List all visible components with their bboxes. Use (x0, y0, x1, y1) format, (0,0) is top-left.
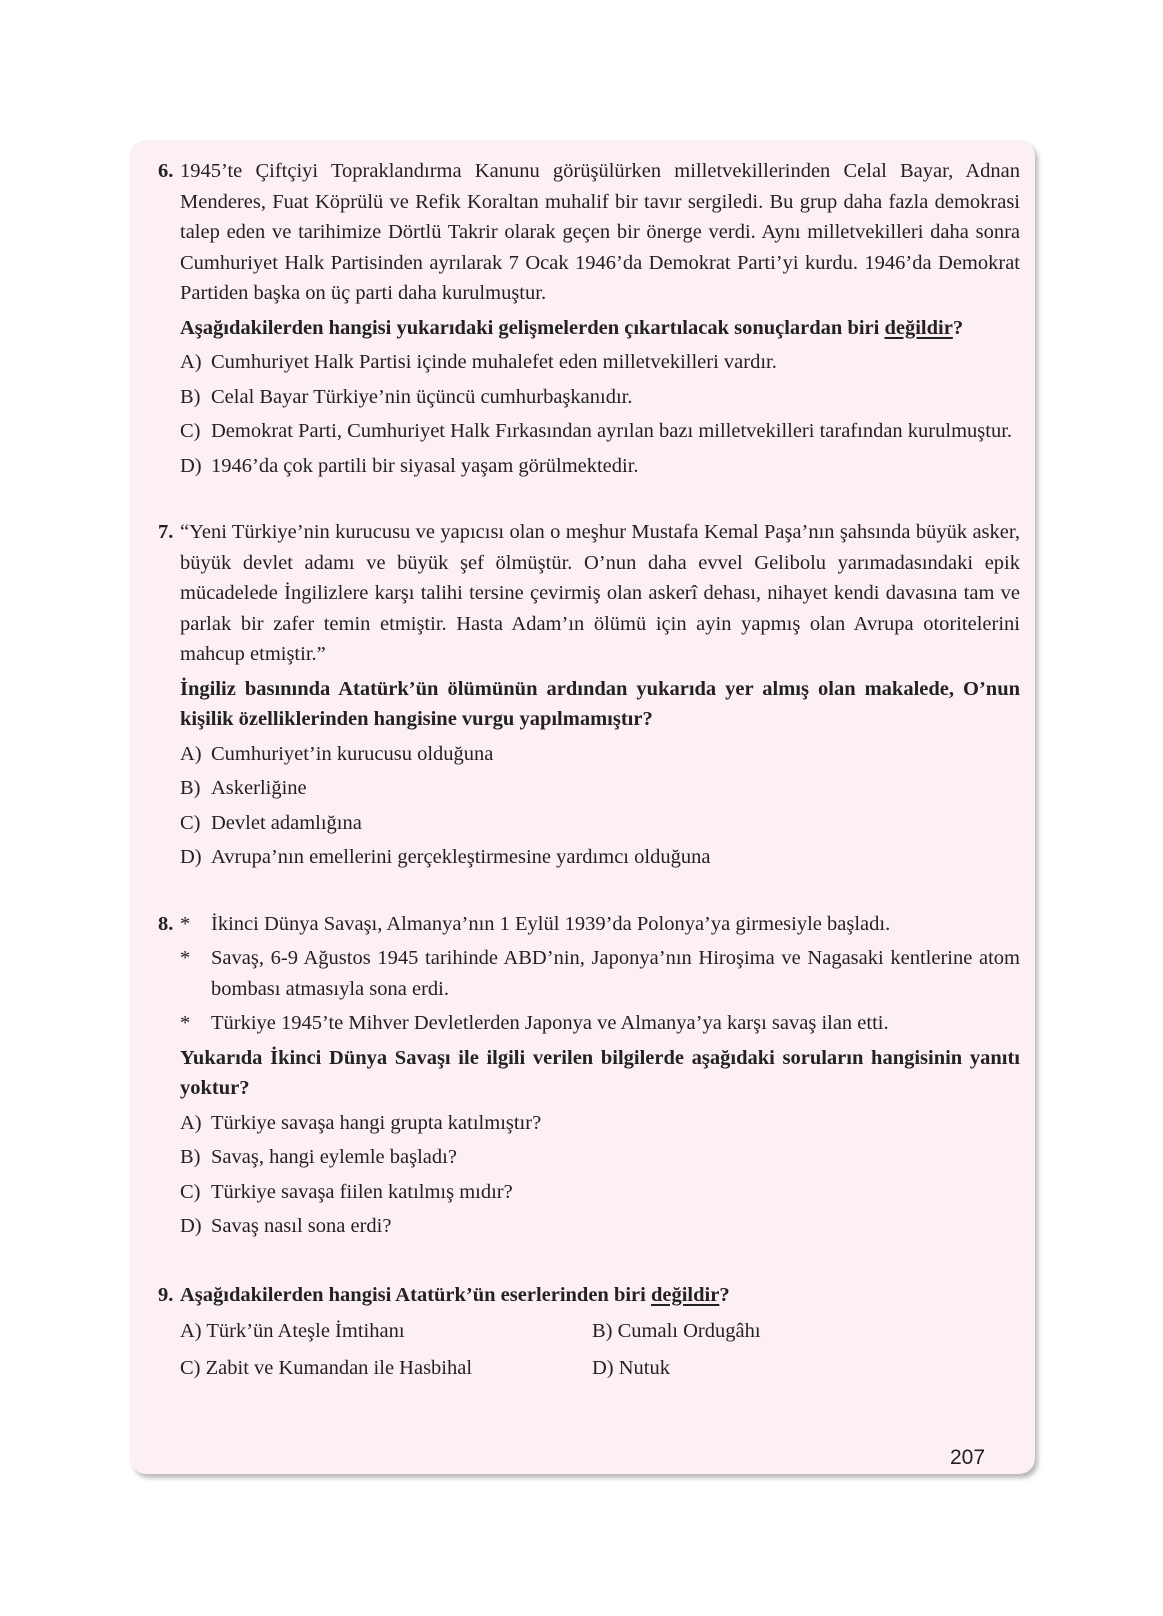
question-stem: 1945’te Çiftçiyi Topraklandırma Kanunu görüşülürken milletvekillerinden Celal Bayar, Adnan Menderes, Fuat Köprülü ve Refik Koraltan muhalif bir tavır sergiledi. Bu grup daha fazla demokrasi talep eden ve tarihimize Dörtlü Takrir olarak geçen bir önerge verdi. Aynı milletvekilleri daha sonra Cumhuriyet Halk Partisinden ayrılarak 7 Ocak 1946’da Demokrat Parti’yi kurdu. 1946’da Demokrat Partiden başka on üç parti daha kurulmuştur. (180, 160, 1020, 304)
option-text: Savaş nasıl sona erdi? (211, 1215, 392, 1237)
option-letter: A) (180, 351, 202, 373)
question-number: 7. (158, 521, 174, 543)
option-text: Devlet adamlığına (211, 811, 362, 834)
option-letter: C) (180, 811, 201, 834)
option-text: 1946’da çok partili bir siyasal yaşam görülmektedir. (211, 454, 639, 477)
option-a[interactable] (180, 347, 1020, 378)
question-stem: “Yeni Türkiye’nin kurucusu ve yapıcısı olan o meşhur Mustafa Kemal Paşa’nın şahsında büyük asker, büyük devlet adamı ve büyük şef ölmüştür. O’nun daha evvel Gelibolu yarımadasındaki epik mücadelede İngilizlere karşı talihi tersine çevirmiş olan askerî dehası, nihayet kendi davasına tam ve parlak bir zafer temin etmiştir. Hasta Adam’ın ölümü için ayin yapmış olan Avrupa otoritelerini mahcup etmiştir.” (180, 521, 1020, 665)
option-letter: D) (180, 1215, 202, 1237)
option-c[interactable] (180, 1177, 1020, 1208)
prompt-underlined: değildir (884, 316, 953, 339)
bullet-text: Türkiye 1945’te Mihver Devletlerden Japonya ve Almanya’ya karşı savaş ilan etti. (211, 1012, 889, 1034)
info-bullet (180, 1008, 1020, 1039)
prompt-end: ? (719, 1283, 730, 1306)
prompt-underlined: değildir (650, 1283, 720, 1306)
question-7 (158, 517, 1020, 873)
option-text: Cumhuriyet’in kurucusu olduğuna (211, 742, 494, 765)
question-9 (158, 1280, 1020, 1384)
options-row (180, 1316, 1020, 1347)
prompt-text: Aşağıdakilerden hangisi yukarıdaki gelişmelerden çıkartılacak sonuçlardan biri (180, 316, 885, 339)
question-8 (158, 909, 1020, 1242)
option-d[interactable] (180, 451, 1020, 482)
option-letter: C) (180, 420, 201, 442)
option-letter: D) (180, 846, 202, 868)
option-letter: C) (180, 1180, 201, 1203)
options-row (180, 1353, 1020, 1384)
option-letter: A) (180, 742, 202, 765)
option-text: Demokrat Parti, Cumhuriyet Halk Fırkasından ayrılan bazı milletvekilleri tarafından kurulmuştur. (211, 420, 1013, 442)
question-prompt: İngiliz basınında Atatürk’ün ölümünün ardından yukarıda yer almış olan makalede, O’nun kişilik özelliklerinden hangisine vurgu yapılmamıştır? (180, 677, 1020, 730)
info-bullet (180, 909, 1020, 940)
question-prompt: Yukarıda İkinci Dünya Savaşı ile ilgili verilen bilgilerde aşağıdaki soruların hangisinin yanıtı yoktur? (180, 1046, 1020, 1099)
question-6 (158, 156, 1020, 481)
option-text: Türkiye savaşa fiilen katılmış mıdır? (211, 1180, 513, 1203)
question-prompt (180, 313, 1020, 344)
option-letter: B) (180, 777, 201, 799)
bullet-text: İkinci Dünya Savaşı, Almanya’nın 1 Eylül 1939’da Polonya’ya girmesiyle başladı. (211, 912, 891, 935)
option-b[interactable] (180, 382, 1020, 413)
question-number: 9. (158, 1283, 174, 1306)
option-text: Cumhuriyet Halk Partisi içinde muhalefet eden milletvekilleri vardır. (211, 351, 777, 373)
option-b[interactable] (180, 1142, 1020, 1173)
option-d[interactable] (180, 842, 1020, 873)
question-list (158, 156, 1020, 1383)
prompt-end: ? (952, 316, 964, 339)
option-letter: A) (180, 1111, 202, 1134)
option-letter: B) (180, 1146, 201, 1168)
option-text: Türkiye savaşa hangi grupta katılmıştır? (211, 1111, 542, 1134)
option-a[interactable] (180, 739, 1020, 770)
option-text: Avrupa’nın emellerini gerçekleştirmesine yardımcı olduğuna (211, 846, 711, 868)
question-prompt (180, 1280, 1020, 1311)
info-bullet (180, 943, 1020, 1004)
page-number: 207 (950, 1446, 986, 1469)
option-letter: B) (180, 385, 201, 408)
option-d[interactable]: D) Nutuk (592, 1356, 671, 1379)
bullet-mark: * (180, 947, 191, 969)
prompt-text: Aşağıdakilerden hangisi Atatürk’ün eserlerinden biri (180, 1283, 651, 1306)
option-b[interactable] (180, 773, 1020, 804)
option-text: Askerliğine (211, 777, 307, 799)
option-text: Savaş, hangi eylemle başladı? (211, 1146, 457, 1168)
option-c[interactable] (180, 808, 1020, 839)
bullet-mark: * (180, 1012, 191, 1034)
option-letter: D) (180, 454, 202, 477)
option-text: Celal Bayar Türkiye’nin üçüncü cumhurbaşkanıdır. (211, 385, 633, 408)
option-c[interactable]: C) Zabit ve Kumandan ile Hasbihal (180, 1356, 473, 1379)
bullet-mark: * (180, 912, 191, 935)
bullet-text: Savaş, 6-9 Ağustos 1945 tarihinde ABD’nin, Japonya’nın Hiroşima ve Nagasaki kentlerine atom bombası atmasıyla sona erdi. (211, 947, 1020, 1000)
question-number: 8. (158, 912, 174, 935)
option-d[interactable] (180, 1211, 1020, 1242)
question-number: 6. (158, 160, 174, 182)
option-a[interactable]: A) Türk’ün Ateşle İmtihanı (180, 1320, 405, 1342)
option-c[interactable] (180, 416, 1020, 447)
option-a[interactable] (180, 1108, 1020, 1139)
option-b[interactable]: B) Cumalı Ordugâhı (592, 1320, 761, 1342)
